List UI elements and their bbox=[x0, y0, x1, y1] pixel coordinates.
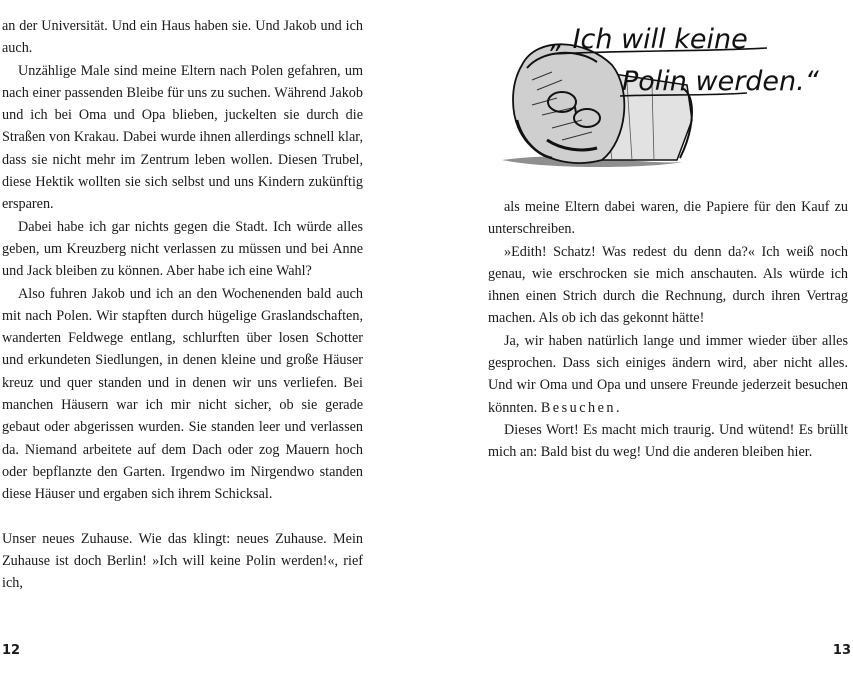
spaced-word: Besuchen bbox=[540, 399, 616, 416]
paragraph: Also fuhren Jakob und ich an den Wochenenden bald auch mit nach Polen. Wir stapften durch hügelige Graslandschaften, wanderten Feldwege entlang, schlurften über losen Schotter und erkundeten Siedlungen, in denen kleine und große Häuser kreuz und quer standen und in denen wir uns verliefen. Bei manchen Häusern war ich mir nicht sicher, ob sie gerade gebaut oder abgerissen wurden. Sie standen leer und verlassen da. Niemand arbeitete auf dem Dach oder zog Mauern hoch oder bepflanzte den Garten. Irgendwo im Nirgendwo standen diese Häuser und ergaben sich ihrem Schicksal. bbox=[2, 285, 363, 503]
paragraph: Unser neues Zuhause. Wie das klingt: neues Zuhause. Mein Zuhause ist doch Berlin! »Ich will keine Polin werden!«, rief ich, bbox=[2, 530, 363, 592]
left-page bbox=[0, 0, 420, 682]
quote-line-2: Polin werden.“ bbox=[622, 66, 819, 97]
statue-head-drawing bbox=[492, 10, 837, 170]
right-page bbox=[430, 0, 853, 682]
paragraph: als meine Eltern dabei waren, die Papiere für den Kauf zu unterschreiben. bbox=[488, 199, 848, 238]
paragraph-text: Ja, wir haben natürlich lange und immer wieder über alles gesprochen. Dass sich einiges ändern wird, aber nicht alles. Und wir Oma und Opa und unsere Freunde jederzeit besuchen könnten. bbox=[488, 332, 848, 416]
right-page-text bbox=[488, 196, 848, 464]
page-number-left: 12 bbox=[2, 643, 21, 658]
paragraph: Ja, wir haben natürlich lange und immer wieder über alles gesprochen. Dass sich einiges ändern wird, aber nicht alles. Und wir Oma und Opa und unsere Freunde jederzeit besuchen könnten. Besuchen. bbox=[488, 332, 848, 416]
paragraph: an der Universität. Und ein Haus haben sie. Und Jakob und ich auch. bbox=[2, 18, 363, 57]
left-page-text bbox=[2, 15, 363, 594]
paragraph: Unzählige Male sind meine Eltern nach Polen gefahren, um nach einer passenden Bleibe für uns zu suchen. Während Jakob und ich bei Oma und Opa blieben, juckelten sie durch die Straßen von Krakau. Dabei wurde ihnen allerdings schnell klar, dass sie nicht mehr im Zentrum leben wollen. Diesen Trubel, diese Hektik wollten sie sich selbst und uns Kindern zukünftig ersparen. bbox=[2, 62, 363, 213]
paragraph: Dieses Wort! Es macht mich traurig. Und wütend! Es brüllt mich an: Bald bist du weg! Und die anderen bleiben hier. bbox=[488, 421, 848, 461]
paragraph: Dabei habe ich gar nichts gegen die Stadt. Ich würde alles geben, um Kreuzberg nicht verlassen zu müssen und bei Anne und Jack bleiben zu können. Aber habe ich eine Wahl? bbox=[2, 218, 363, 280]
illustration-fallen-statue-head bbox=[492, 10, 837, 170]
page-number-right: 13 bbox=[832, 643, 851, 658]
quote-line-1: „ Ich will keine bbox=[550, 24, 748, 55]
paragraph: »Edith! Schatz! Was redest du denn da?« Ich weiß noch genau, wie erschrocken sie mich anschauten. Als würde ich ihnen einen Strich durch die Rechnung, durch ihren Vertrag machen. Als ob ich das gekonnt hätte! bbox=[488, 243, 848, 327]
